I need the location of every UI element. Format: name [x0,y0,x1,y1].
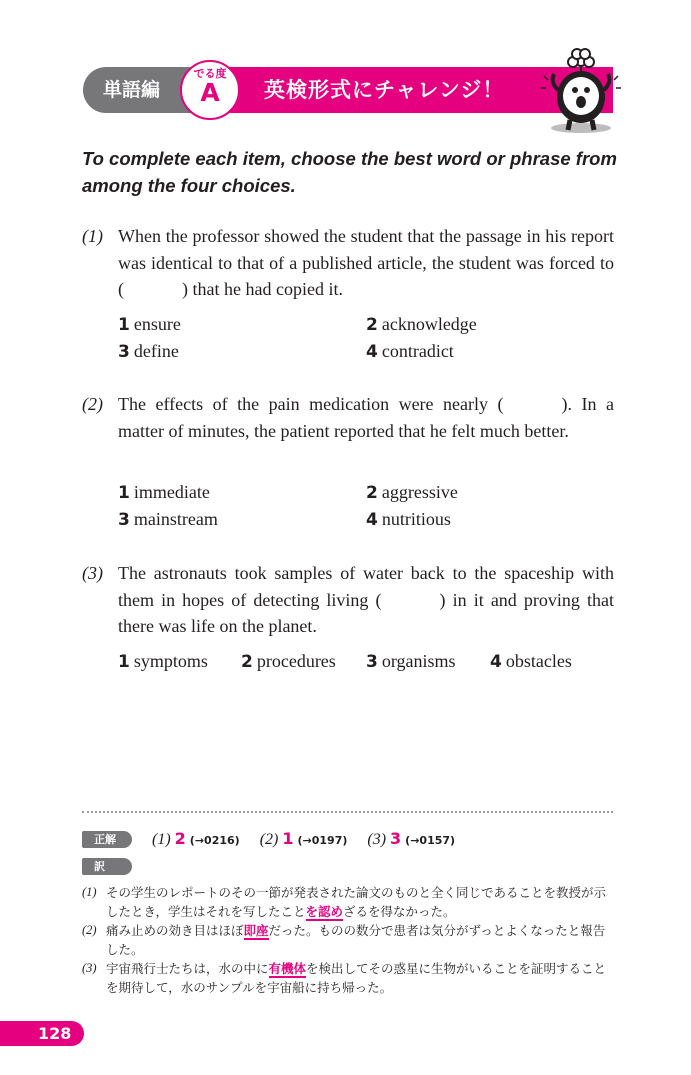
question-2-choice-1[interactable]: 1 immediate [118,482,210,503]
question-2-number: (2) [82,394,103,414]
question-3-choice-1[interactable]: 1 symptoms [118,651,208,672]
translation-1-number: (1) [82,885,97,899]
question-3-number: (3) [82,563,103,583]
question-1-text: When the professor showed the student that the passage in his report was identical to that of a published article, the student was forced to ( ) that he had copied it. [118,226,614,299]
question-3-choice-4[interactable]: 4 obstacles [490,651,572,672]
instruction-text: To complete each item, choose the best word or phrase from among the four choices. [82,148,617,196]
question-1-choice-3[interactable]: 3 define [118,341,179,362]
translation-2-highlight: 即座 [243,923,269,938]
page-number: 128 [38,1024,72,1043]
question-3-choice-3[interactable]: 3 organisms [366,651,456,672]
answer-2-ref: (→0197) [297,834,348,847]
answer-1-num: (1) [152,831,171,848]
answer-row [152,828,471,852]
question-2-choice-4[interactable]: 4 nutritious [366,509,451,530]
question-2-choice-2[interactable]: 2 aggressive [366,482,458,503]
translation-2-text: 痛み止めの効き目はほぼ即座だった。ものの数分で患者は気分がずっとよくなったと報告した。 [106,923,606,957]
answer-2-num: (2) [259,831,279,848]
page-title: 英検形式にチャレンジ！ [222,67,613,113]
answer-label: 正解 [82,831,132,848]
frequency-level: A [200,78,220,107]
question-1-choice-1[interactable]: 1 ensure [118,314,181,335]
frequency-label: でる度 [193,67,227,80]
translation-3-highlight: 有機体 [268,961,307,976]
question-3-text: The astronauts took samples of water back to the spaceship with them in hopes of detecting living ( ) in it and proving that there was life on the planet. [118,563,614,636]
answer-1-ref: (→0216) [189,834,240,847]
question-1-choice-4[interactable]: 4 contradict [366,341,454,362]
question-2-choice-3[interactable]: 3 mainstream [118,509,218,530]
frequency-badge [180,60,240,120]
answer-1-value: 2 [174,829,186,848]
translation-3-number: (3) [82,961,97,975]
translation-2-number: (2) [82,923,97,937]
answer-3-value: 3 [390,829,402,848]
translation-label: 訳 [82,858,132,875]
answer-3-num: (3) [367,831,387,848]
question-3-choice-2[interactable]: 2 procedures [241,651,336,672]
mascot-icon [540,40,622,136]
question-2-text: The effects of the pain medication were nearly ( ). In a matter of minutes, the patient reported that he felt much better. [118,394,614,441]
translation-1-highlight: を認め [305,904,344,919]
translation-1-text: その学生のレポートのその一節が発表された論文のものと全く同じであることを教授が示したとき，学生はそれを写したことを認めざるを得なかった。 [106,885,607,919]
answer-2-value: 1 [282,829,294,848]
question-1-choice-2[interactable]: 2 acknowledge [366,314,477,335]
translation-3-text: 宇宙飛行士たちは，水の中に有機体を検出してその惑星に生物がいることを証明することを期待して，水のサンプルを宇宙船に持ち帰った。 [106,961,607,995]
dotted-divider [82,811,613,813]
question-1-number: (1) [82,226,103,246]
answer-3-ref: (→0157) [405,834,456,847]
section-tag: 単語編 [83,67,193,113]
